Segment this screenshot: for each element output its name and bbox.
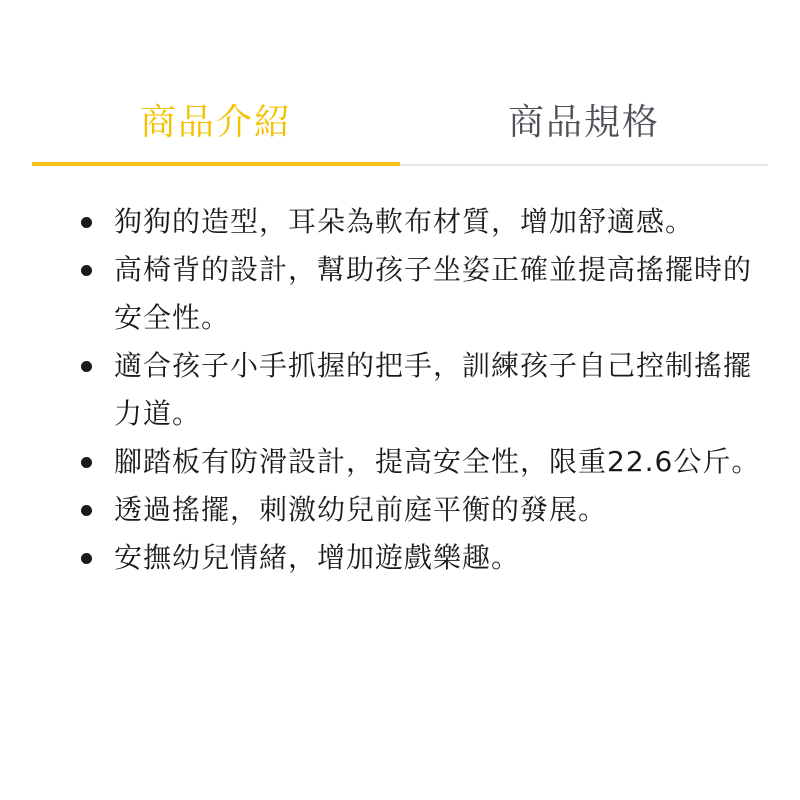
feature-text: 高椅背的設計，幫助孩子坐姿正確並提高搖擺時的安全性。 (114, 253, 753, 334)
product-tabs (32, 80, 768, 166)
bullet-icon (81, 553, 92, 564)
list-item (78, 342, 768, 438)
feature-text: 透過搖擺，刺激幼兒前庭平衡的發展。 (114, 493, 608, 526)
product-intro-content (78, 198, 768, 582)
bullet-icon (81, 361, 92, 372)
list-item (78, 486, 768, 534)
bullet-icon (81, 457, 92, 468)
bullet-icon (81, 217, 92, 228)
list-item (78, 438, 768, 486)
tab-product-specs[interactable]: 商品規格 (507, 101, 660, 143)
bullet-icon (81, 265, 92, 276)
list-item (78, 534, 768, 582)
list-item (78, 198, 768, 246)
bullet-icon (81, 505, 92, 516)
feature-text: 安撫幼兒情緒，增加遊戲樂趣。 (114, 541, 521, 574)
list-item (78, 246, 768, 342)
tab-product-intro[interactable]: 商品介紹 (32, 80, 400, 164)
feature-text: 適合孩子小手抓握的把手，訓練孩子自己控制搖擺力道。 (114, 349, 753, 430)
feature-text: 狗狗的造型，耳朵為軟布材質，增加舒適感。 (114, 205, 695, 238)
feature-list (78, 198, 768, 582)
feature-text: 腳踏板有防滑設計，提高安全性，限重22.6公斤。 (114, 445, 761, 478)
